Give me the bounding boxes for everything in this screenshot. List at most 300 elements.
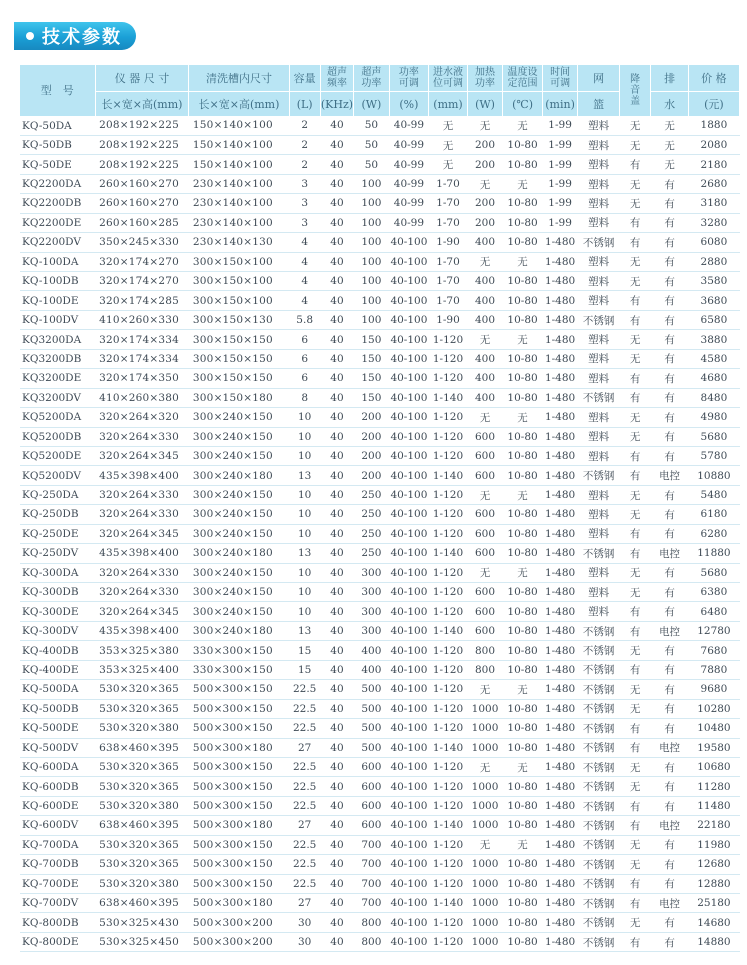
cell-time-adjustable: 1-480 — [544, 566, 576, 579]
table-row — [20, 272, 740, 291]
cell-price: 7680 — [700, 644, 728, 657]
cell-temp-range: 10-80 — [507, 897, 538, 910]
cell-drain: 有 — [664, 917, 675, 930]
cell-instrument-size: 638×460×395 — [99, 741, 179, 754]
cell-time-adjustable: 1-480 — [544, 294, 576, 307]
cell-price: 3680 — [700, 294, 728, 307]
cell-drain: 无 — [664, 139, 675, 152]
cell-frequency: 40 — [330, 858, 344, 871]
cell-power-adjustable: 40-100 — [390, 508, 428, 521]
cell-power-adjustable: 40-100 — [390, 877, 428, 890]
cell-capacity: 4 — [301, 275, 308, 288]
cell-basket: 不锈钢 — [582, 314, 615, 327]
cell-power: 500 — [361, 722, 382, 735]
cell-instrument-size: 530×320×365 — [99, 780, 179, 793]
cell-frequency: 40 — [330, 430, 344, 443]
cell-tank-size: 500×300×200 — [192, 936, 273, 949]
cell-water-level: 1-90 — [436, 314, 460, 327]
cell-heat-power: 600 — [475, 508, 496, 521]
cell-heat-power: 无 — [479, 411, 491, 424]
cell-water-level: 1-140 — [432, 741, 464, 754]
cell-power: 300 — [361, 605, 382, 618]
cell-model: KQ-500DA — [22, 683, 79, 696]
cell-capacity: 27 — [297, 741, 312, 754]
cell-power: 100 — [361, 255, 382, 268]
cell-frequency: 40 — [330, 178, 344, 191]
cell-power: 100 — [361, 236, 382, 249]
cell-model: KQ-400DE — [22, 663, 79, 676]
cell-price: 3880 — [700, 333, 728, 346]
cell-price: 12880 — [697, 877, 731, 890]
cell-tank-size: 300×240×150 — [192, 489, 273, 502]
cell-lid: 有 — [629, 878, 641, 891]
cell-model: KQ5200DV — [22, 469, 81, 482]
cell-price: 25180 — [697, 897, 731, 910]
cell-model: KQ3200DE — [22, 372, 82, 385]
cell-model: KQ-100DA — [22, 255, 79, 268]
cell-power: 200 — [361, 469, 382, 482]
cell-model: KQ-300DA — [22, 566, 79, 579]
cell-model: KQ-50DB — [22, 139, 72, 152]
cell-time-adjustable: 1-99 — [548, 139, 572, 152]
cell-power: 400 — [361, 644, 382, 657]
cell-power: 700 — [361, 877, 382, 890]
cell-temp-range: 10-80 — [507, 605, 538, 618]
header-heat-power: 加热 功率 — [467, 65, 502, 92]
cell-water-level: 1-120 — [432, 605, 464, 618]
cell-temp-range: 10-80 — [507, 722, 538, 735]
cell-temp-range: 10-80 — [507, 430, 538, 443]
cell-frequency: 40 — [330, 761, 344, 774]
cell-basket: 不锈钢 — [582, 722, 615, 735]
cell-power: 300 — [361, 566, 382, 579]
cell-water-level: 1-120 — [432, 722, 464, 735]
cell-time-adjustable: 1-480 — [544, 741, 576, 754]
cell-frequency: 40 — [330, 411, 344, 424]
cell-tank-size: 300×150×100 — [192, 294, 273, 307]
cell-price: 10880 — [697, 469, 731, 482]
cell-drain: 有 — [664, 664, 675, 677]
cell-lid: 有 — [629, 625, 641, 638]
cell-tank-size: 300×240×180 — [192, 625, 273, 638]
cell-water-level: 1-120 — [432, 936, 464, 949]
cell-basket: 不锈钢 — [582, 800, 615, 813]
cell-power: 600 — [361, 819, 382, 832]
cell-lid: 无 — [629, 120, 641, 133]
cell-time-adjustable: 1-480 — [544, 702, 576, 715]
cell-drain: 有 — [664, 236, 675, 249]
cell-capacity: 4 — [301, 255, 308, 268]
cell-tank-size: 500×300×150 — [192, 838, 273, 851]
cell-instrument-size: 320×264×330 — [99, 586, 179, 599]
cell-power: 400 — [361, 663, 382, 676]
section-title-badge — [14, 22, 136, 50]
cell-heat-power: 1000 — [471, 916, 499, 929]
cell-lid: 无 — [629, 567, 641, 580]
cell-lid: 无 — [629, 431, 641, 444]
cell-model: KQ-250DE — [22, 527, 79, 540]
cell-water-level: 无 — [442, 159, 454, 172]
cell-frequency: 40 — [330, 722, 344, 735]
cell-capacity: 5.8 — [296, 314, 313, 327]
cell-drain: 有 — [664, 372, 675, 385]
cell-lid: 无 — [629, 489, 641, 502]
cell-lid: 无 — [629, 139, 641, 152]
cell-heat-power: 600 — [475, 469, 496, 482]
table-row — [20, 738, 740, 757]
cell-water-level: 1-140 — [432, 547, 464, 560]
table-row — [20, 894, 740, 913]
cell-frequency: 40 — [330, 916, 344, 929]
cell-power: 300 — [361, 586, 382, 599]
table-row — [20, 660, 740, 679]
cell-capacity: 27 — [297, 897, 312, 910]
cell-heat-power: 800 — [475, 663, 496, 676]
cell-price: 10680 — [697, 761, 731, 774]
cell-instrument-size: 260×160×270 — [99, 197, 179, 210]
cell-price: 5680 — [700, 566, 728, 579]
cell-price: 14880 — [697, 936, 731, 949]
cell-capacity: 3 — [301, 178, 308, 191]
cell-price: 6080 — [700, 236, 728, 249]
cell-time-adjustable: 1-99 — [548, 197, 572, 210]
cell-model: KQ-250DB — [22, 508, 79, 521]
cell-tank-size: 300×150×130 — [192, 314, 273, 327]
cell-power-adjustable: 40-100 — [390, 489, 428, 502]
cell-time-adjustable: 1-480 — [544, 605, 576, 618]
cell-capacity: 2 — [301, 158, 308, 171]
cell-frequency: 40 — [330, 372, 344, 385]
cell-capacity: 22.5 — [292, 702, 317, 715]
cell-drain: 电控 — [659, 470, 681, 483]
cell-time-adjustable: 1-480 — [544, 916, 576, 929]
cell-water-level: 1-120 — [432, 916, 464, 929]
cell-time-adjustable: 1-480 — [544, 858, 576, 871]
cell-lid: 有 — [629, 372, 641, 385]
cell-temp-range: 10-80 — [507, 275, 538, 288]
table-row — [20, 310, 740, 329]
cell-drain: 有 — [664, 800, 675, 813]
cell-instrument-size: 320×174×334 — [99, 333, 179, 346]
cell-frequency: 40 — [330, 294, 344, 307]
cell-water-level: 1-120 — [432, 644, 464, 657]
cell-basket: 不锈钢 — [582, 742, 615, 755]
cell-time-adjustable: 1-480 — [544, 275, 576, 288]
cell-drain: 无 — [664, 159, 675, 172]
cell-model: KQ-300DV — [22, 625, 79, 638]
cell-temp-range: 10-80 — [507, 236, 538, 249]
cell-basket: 塑料 — [588, 450, 610, 463]
cell-time-adjustable: 1-480 — [544, 936, 576, 949]
cell-lid: 无 — [629, 197, 641, 210]
cell-price: 4580 — [700, 352, 728, 365]
cell-water-level: 无 — [442, 139, 454, 152]
cell-instrument-size: 530×320×365 — [99, 858, 179, 871]
cell-heat-power: 1000 — [471, 722, 499, 735]
cell-instrument-size: 530×325×450 — [99, 936, 179, 949]
cell-frequency: 40 — [330, 644, 344, 657]
cell-lid: 有 — [629, 936, 641, 949]
cell-instrument-size: 320×264×330 — [99, 508, 179, 521]
cell-tank-size: 150×140×100 — [192, 119, 273, 132]
cell-time-adjustable: 1-480 — [544, 819, 576, 832]
cell-heat-power: 400 — [475, 314, 496, 327]
cell-temp-range: 10-80 — [507, 586, 538, 599]
table-row — [20, 135, 740, 154]
cell-power: 250 — [361, 547, 382, 560]
cell-temp-range: 无 — [517, 683, 528, 696]
table-row — [20, 116, 740, 135]
cell-power: 800 — [361, 936, 382, 949]
cell-tank-size: 300×150×180 — [192, 391, 273, 404]
cell-tank-size: 300×150×100 — [192, 275, 273, 288]
cell-drain: 有 — [664, 314, 675, 327]
cell-power-adjustable: 40-100 — [390, 255, 428, 268]
cell-lid: 无 — [629, 683, 641, 696]
cell-power: 700 — [361, 858, 382, 871]
cell-frequency: 40 — [330, 197, 344, 210]
cell-frequency: 40 — [330, 683, 344, 696]
cell-heat-power: 1000 — [471, 936, 499, 949]
header-water-level: 进水液 位可调 — [429, 65, 468, 92]
cell-capacity: 22.5 — [292, 722, 317, 735]
cell-basket: 塑料 — [588, 197, 610, 210]
cell-drain: 有 — [664, 781, 675, 794]
table-row — [20, 602, 740, 621]
cell-tank-size: 330×300×150 — [192, 644, 273, 657]
cell-tank-size: 500×300×150 — [192, 761, 273, 774]
cell-lid: 无 — [629, 703, 641, 716]
cell-price: 3180 — [700, 197, 728, 210]
cell-power: 600 — [361, 780, 382, 793]
cell-basket: 不锈钢 — [582, 470, 615, 483]
header-tank-size-unit: 长×宽×高(mm) — [189, 92, 289, 117]
cell-instrument-size: 638×460×395 — [99, 819, 179, 832]
cell-heat-power: 1000 — [471, 897, 499, 910]
cell-water-level: 1-120 — [432, 800, 464, 813]
cell-basket: 塑料 — [588, 431, 610, 444]
cell-power: 50 — [364, 158, 379, 171]
header-power-unit: (W) — [354, 92, 389, 117]
table-row — [20, 835, 740, 854]
cell-water-level: 1-120 — [432, 838, 464, 851]
cell-model: KQ3200DA — [22, 333, 82, 346]
cell-basket: 塑料 — [588, 567, 610, 580]
cell-power-adjustable: 40-100 — [390, 469, 428, 482]
table-row — [20, 349, 740, 368]
cell-instrument-size: 208×192×225 — [99, 158, 179, 171]
cell-basket: 塑料 — [588, 159, 610, 172]
cell-model: KQ-400DB — [22, 644, 79, 657]
cell-instrument-size: 320×174×285 — [99, 294, 179, 307]
header-heat-power-unit: (W) — [467, 92, 502, 117]
cell-tank-size: 300×240×180 — [192, 469, 273, 482]
cell-lid: 无 — [629, 334, 641, 347]
cell-instrument-size: 530×320×365 — [99, 761, 179, 774]
cell-time-adjustable: 1-480 — [544, 314, 576, 327]
cell-model: KQ2200DV — [22, 236, 81, 249]
cell-tank-size: 300×240×150 — [192, 450, 273, 463]
cell-price: 2680 — [700, 178, 728, 191]
cell-heat-power: 无 — [479, 489, 491, 502]
cell-time-adjustable: 1-480 — [544, 683, 576, 696]
cell-capacity: 2 — [301, 139, 308, 152]
cell-time-adjustable: 1-480 — [544, 838, 576, 851]
cell-power: 150 — [361, 372, 382, 385]
cell-tank-size: 300×240×180 — [192, 547, 273, 560]
cell-lid: 无 — [629, 839, 641, 852]
cell-water-level: 1-70 — [436, 216, 460, 229]
table-row — [20, 388, 740, 407]
header-power-adjustable-unit: (%) — [389, 92, 429, 117]
cell-tank-size: 300×240×150 — [192, 605, 273, 618]
cell-temp-range: 10-80 — [507, 800, 538, 813]
cell-heat-power: 200 — [475, 158, 496, 171]
cell-power: 50 — [364, 139, 379, 152]
cell-tank-size: 300×150×150 — [192, 352, 273, 365]
cell-temp-range: 无 — [517, 119, 528, 132]
header-lid: 降 音 盖 — [620, 65, 651, 116]
cell-power: 150 — [361, 333, 382, 346]
cell-capacity: 3 — [301, 216, 308, 229]
cell-temp-range: 10-80 — [507, 858, 538, 871]
cell-heat-power: 400 — [475, 275, 496, 288]
cell-capacity: 22.5 — [292, 838, 317, 851]
table-row — [20, 369, 740, 388]
cell-water-level: 1-120 — [432, 333, 464, 346]
cell-capacity: 6 — [301, 333, 308, 346]
cell-power-adjustable: 40-100 — [390, 314, 428, 327]
table-row — [20, 446, 740, 465]
cell-price: 12680 — [697, 858, 731, 871]
cell-power-adjustable: 40-100 — [390, 430, 428, 443]
cell-drain: 有 — [664, 703, 675, 716]
cell-frequency: 40 — [330, 625, 344, 638]
cell-capacity: 15 — [297, 663, 312, 676]
cell-drain: 电控 — [659, 742, 681, 755]
cell-tank-size: 500×300×150 — [192, 877, 273, 890]
cell-model: KQ2200DA — [22, 178, 82, 191]
cell-heat-power: 1000 — [471, 858, 499, 871]
cell-drain: 有 — [664, 197, 675, 210]
cell-time-adjustable: 1-480 — [544, 508, 576, 521]
cell-tank-size: 300×240×150 — [192, 566, 273, 579]
cell-water-level: 1-120 — [432, 489, 464, 502]
cell-basket: 塑料 — [588, 508, 610, 521]
header-basket-2: 篮 — [578, 92, 620, 117]
cell-lid: 有 — [629, 236, 641, 249]
cell-temp-range: 10-80 — [507, 780, 538, 793]
cell-temp-range: 10-80 — [507, 450, 538, 463]
cell-time-adjustable: 1-480 — [544, 333, 576, 346]
cell-capacity: 3 — [301, 197, 308, 210]
cell-heat-power: 600 — [475, 625, 496, 638]
cell-price: 5780 — [700, 450, 728, 463]
cell-tank-size: 500×300×180 — [192, 897, 273, 910]
cell-basket: 不锈钢 — [582, 392, 615, 405]
cell-capacity: 10 — [297, 605, 312, 618]
cell-frequency: 40 — [330, 780, 344, 793]
cell-instrument-size: 320×264×330 — [99, 489, 179, 502]
cell-power-adjustable: 40-100 — [390, 761, 428, 774]
cell-drain: 有 — [664, 334, 675, 347]
cell-frequency: 40 — [330, 275, 344, 288]
cell-frequency: 40 — [330, 139, 344, 152]
table-row — [20, 719, 740, 738]
cell-instrument-size: 320×264×345 — [99, 527, 179, 540]
bullet-dot-icon — [26, 32, 34, 40]
table-row — [20, 563, 740, 582]
cell-power: 300 — [361, 625, 382, 638]
cell-temp-range: 10-80 — [507, 352, 538, 365]
cell-model: KQ-700DA — [22, 838, 79, 851]
table-row — [20, 544, 740, 563]
cell-lid: 有 — [629, 800, 641, 813]
cell-model: KQ-100DV — [22, 314, 79, 327]
cell-basket: 塑料 — [588, 411, 610, 424]
cell-time-adjustable: 1-480 — [544, 450, 576, 463]
cell-temp-range: 10-80 — [507, 916, 538, 929]
cell-temp-range: 10-80 — [507, 216, 538, 229]
cell-water-level: 1-120 — [432, 877, 464, 890]
cell-capacity: 22.5 — [292, 761, 317, 774]
cell-model: KQ-600DB — [22, 780, 79, 793]
cell-power: 100 — [361, 216, 382, 229]
cell-capacity: 10 — [297, 411, 312, 424]
cell-heat-power: 1000 — [471, 780, 499, 793]
cell-lid: 无 — [629, 917, 641, 930]
cell-power-adjustable: 40-99 — [393, 178, 425, 191]
cell-model: KQ-100DB — [22, 275, 79, 288]
cell-power-adjustable: 40-100 — [390, 352, 428, 365]
cell-temp-range: 无 — [517, 178, 528, 191]
cell-basket: 塑料 — [588, 353, 610, 366]
cell-power-adjustable: 40-99 — [393, 119, 425, 132]
cell-instrument-size: 530×325×430 — [99, 916, 179, 929]
cell-drain: 有 — [664, 431, 675, 444]
header-instrument-size-unit: 长×宽×高(mm) — [95, 92, 189, 117]
cell-drain: 有 — [664, 839, 675, 852]
cell-time-adjustable: 1-480 — [544, 761, 576, 774]
cell-frequency: 40 — [330, 508, 344, 521]
cell-power-adjustable: 40-99 — [393, 139, 425, 152]
cell-power-adjustable: 40-100 — [390, 897, 428, 910]
cell-temp-range: 10-80 — [507, 508, 538, 521]
cell-drain: 有 — [664, 508, 675, 521]
header-tank-size: 清洗槽内尺寸 — [189, 65, 289, 92]
cell-water-level: 1-90 — [436, 236, 460, 249]
cell-temp-range: 10-80 — [507, 469, 538, 482]
cell-price: 10480 — [697, 722, 731, 735]
cell-water-level: 无 — [442, 119, 454, 132]
cell-power-adjustable: 40-100 — [390, 819, 428, 832]
cell-capacity: 8 — [301, 391, 308, 404]
cell-power: 250 — [361, 508, 382, 521]
cell-temp-range: 10-80 — [507, 372, 538, 385]
cell-water-level: 1-120 — [432, 780, 464, 793]
cell-instrument-size: 320×264×320 — [99, 411, 179, 424]
cell-power: 50 — [364, 119, 379, 132]
cell-instrument-size: 638×460×395 — [99, 897, 179, 910]
cell-basket: 不锈钢 — [582, 645, 615, 658]
cell-tank-size: 230×140×100 — [192, 197, 273, 210]
cell-time-adjustable: 1-480 — [544, 663, 576, 676]
cell-instrument-size: 435×398×400 — [99, 547, 179, 560]
cell-instrument-size: 320×264×330 — [99, 566, 179, 579]
cell-model: KQ5200DA — [22, 411, 82, 424]
cell-tank-size: 300×240×150 — [192, 508, 273, 521]
cell-tank-size: 300×150×150 — [192, 372, 273, 385]
